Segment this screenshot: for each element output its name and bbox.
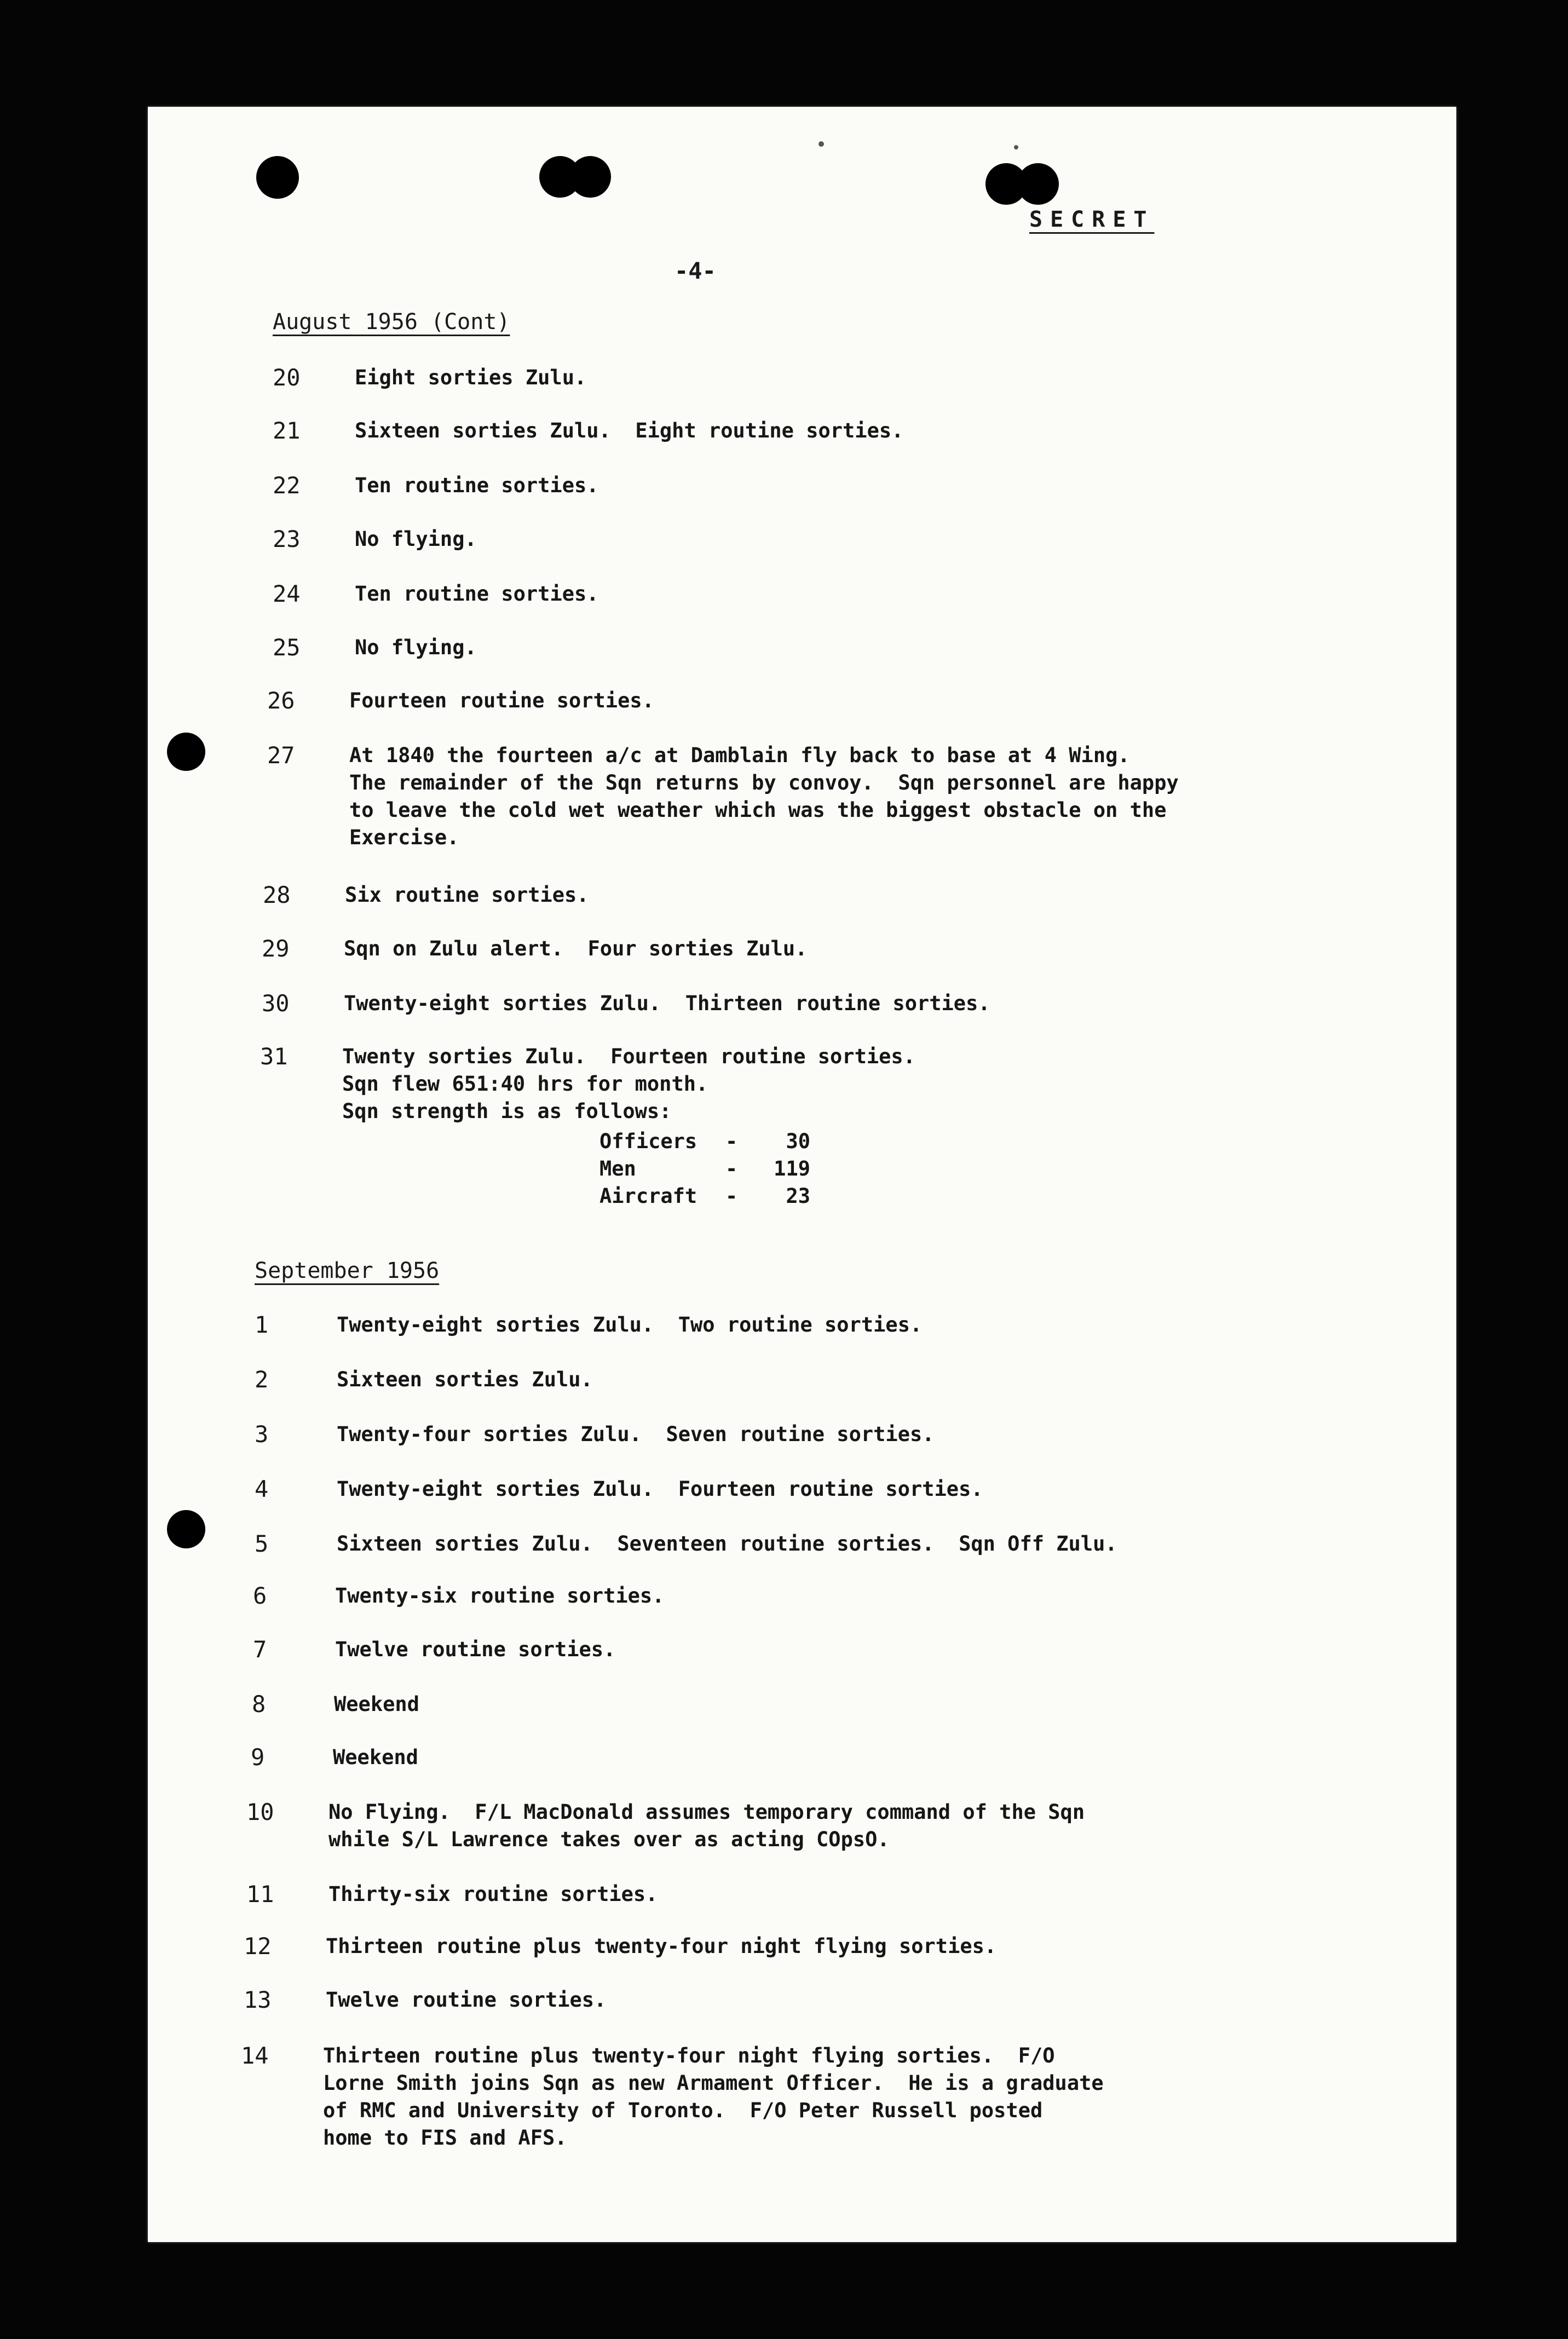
strength-label: Aircraft <box>599 1184 697 1208</box>
log-entry <box>253 1582 1293 1610</box>
punch-hole <box>1017 163 1059 205</box>
strength-dash: - <box>725 1184 738 1208</box>
entry-day: 31 <box>260 1043 288 1070</box>
entry-day: 9 <box>251 1744 265 1771</box>
entry-text: No Flying. F/L MacDonald assumes temporary command of the Sqn while S/L Lawrence takes over as acting COpsO. <box>328 1800 1085 1851</box>
entry-text: Twelve routine sorties. <box>335 1638 616 1661</box>
log-entry <box>260 1043 1300 1125</box>
entry-day: 2 <box>255 1366 269 1393</box>
log-entry <box>273 526 1313 553</box>
entry-day: 23 <box>273 526 301 552</box>
entry-day: 4 <box>255 1476 269 1502</box>
entry-day: 1 <box>255 1311 269 1338</box>
log-entry <box>262 990 1302 1017</box>
strength-row <box>599 1183 810 1210</box>
entry-day: 7 <box>253 1636 267 1663</box>
entry-text: Thirteen routine plus twenty-four night flying sorties. <box>326 1934 997 1958</box>
entry-day: 5 <box>255 1530 269 1557</box>
entry-day: 3 <box>255 1421 269 1448</box>
strength-value: 23 <box>786 1184 810 1208</box>
paper-speck <box>818 141 824 147</box>
strength-value: 119 <box>774 1157 810 1180</box>
entry-day: 28 <box>263 882 291 908</box>
page-number: -4- <box>675 257 716 284</box>
entry-day: 24 <box>273 580 301 607</box>
entry-text: Twenty-four sorties Zulu. Seven routine sorties. <box>337 1422 935 1446</box>
log-entry <box>262 935 1302 963</box>
entry-text: Twenty-eight sorties Zulu. Thirteen routine sorties. <box>344 992 990 1015</box>
log-entry <box>267 687 1307 715</box>
entry-text: Six routine sorties. <box>345 883 589 907</box>
entry-text: Ten routine sorties. <box>355 474 599 497</box>
log-entry <box>273 417 1313 445</box>
log-entry <box>244 1933 1284 1960</box>
entry-day: 20 <box>273 364 301 391</box>
strength-dash: - <box>725 1157 738 1180</box>
entry-day: 26 <box>267 687 295 714</box>
entry-text: Eight sorties Zulu. <box>355 366 587 389</box>
punch-hole <box>569 156 611 198</box>
log-entry <box>273 634 1313 661</box>
entry-text: Twenty sorties Zulu. Fourteen routine sorties. Sqn flew 651:40 hrs for month. Sqn strength is as follows: <box>342 1045 915 1123</box>
section-title-august: August 1956 (Cont) <box>273 309 510 335</box>
log-entry <box>244 1986 1284 2014</box>
classification-marking: SECRET <box>1029 207 1155 232</box>
strength-label: Officers <box>599 1130 697 1153</box>
strength-dash: - <box>725 1130 738 1153</box>
entry-text: Fourteen routine sorties. <box>349 689 654 712</box>
entry-day: 12 <box>244 1933 272 1960</box>
squadron-strength-table <box>599 1128 810 1210</box>
strength-row <box>599 1155 810 1183</box>
entry-text: At 1840 the fourteen a/c at Damblain fly back to base at 4 Wing. The remainder of the Sqn returns by convoy. Sqn personnel are happy to leave the cold wet weather which was the biggest obstacle on the Exercise. <box>349 744 1179 849</box>
entry-text: Twenty-eight sorties Zulu. Two routine sorties. <box>337 1313 923 1336</box>
entry-day: 14 <box>241 2042 269 2069</box>
log-entry <box>273 580 1313 608</box>
log-entry <box>252 1691 1292 1718</box>
entry-text: Thirty-six routine sorties. <box>328 1882 658 1906</box>
entry-day: 29 <box>262 935 290 962</box>
entry-day: 25 <box>273 634 301 661</box>
log-entry <box>255 1476 1295 1503</box>
entry-day: 27 <box>267 742 295 769</box>
log-entry <box>246 1881 1287 1908</box>
log-entry <box>273 472 1313 499</box>
entry-day: 11 <box>246 1881 274 1908</box>
punch-hole <box>256 156 299 199</box>
entry-day: 6 <box>253 1582 267 1609</box>
entry-text: Sixteen sorties Zulu. <box>337 1368 593 1391</box>
entry-day: 30 <box>262 990 290 1017</box>
entry-text: Sqn on Zulu alert. Four sorties Zulu. <box>344 937 808 960</box>
entry-text: Twenty-eight sorties Zulu. Fourteen routine sorties. <box>337 1477 983 1501</box>
entry-text: Thirteen routine plus twenty-four night flying sorties. F/O Lorne Smith joins Sqn as new Armament Officer. He is a graduate of RMC and University of Toronto. F/O Peter Russell posted home to FIS and AFS. <box>323 2044 1104 2150</box>
log-entry <box>241 2042 1281 2152</box>
log-entry <box>255 1366 1295 1393</box>
strength-value: 30 <box>786 1130 810 1153</box>
entry-text: Twenty-six routine sorties. <box>335 1584 665 1608</box>
entry-day: 22 <box>273 472 301 499</box>
entry-day: 13 <box>244 1986 272 2013</box>
log-entry <box>255 1311 1295 1339</box>
entry-day: 10 <box>246 1799 274 1825</box>
log-entry <box>267 742 1307 851</box>
log-entry <box>253 1636 1293 1663</box>
strength-label: Men <box>599 1157 636 1180</box>
entry-text: Twelve routine sorties. <box>326 1988 607 2012</box>
log-entry <box>246 1799 1287 1853</box>
entry-text: Weekend <box>334 1692 419 1716</box>
entry-text: Weekend <box>333 1745 418 1769</box>
entry-text: No flying. <box>355 527 477 551</box>
log-entry <box>251 1744 1291 1771</box>
log-entry <box>263 882 1303 909</box>
punch-hole <box>167 1510 205 1548</box>
strength-row <box>599 1128 810 1155</box>
log-entry <box>273 364 1313 391</box>
entry-text: No flying. <box>355 636 477 659</box>
entry-day: 8 <box>252 1691 266 1718</box>
log-entry <box>255 1530 1295 1558</box>
entry-text: Sixteen sorties Zulu. Seventeen routine sorties. Sqn Off Zulu. <box>337 1532 1117 1556</box>
log-entry <box>255 1421 1295 1448</box>
paper-speck <box>1014 145 1018 149</box>
entry-text: Sixteen sorties Zulu. Eight routine sorties. <box>355 419 904 442</box>
entry-day: 21 <box>273 417 301 444</box>
punch-hole <box>167 733 205 771</box>
entry-text: Ten routine sorties. <box>355 582 599 606</box>
section-title-september: September 1956 <box>255 1258 440 1283</box>
